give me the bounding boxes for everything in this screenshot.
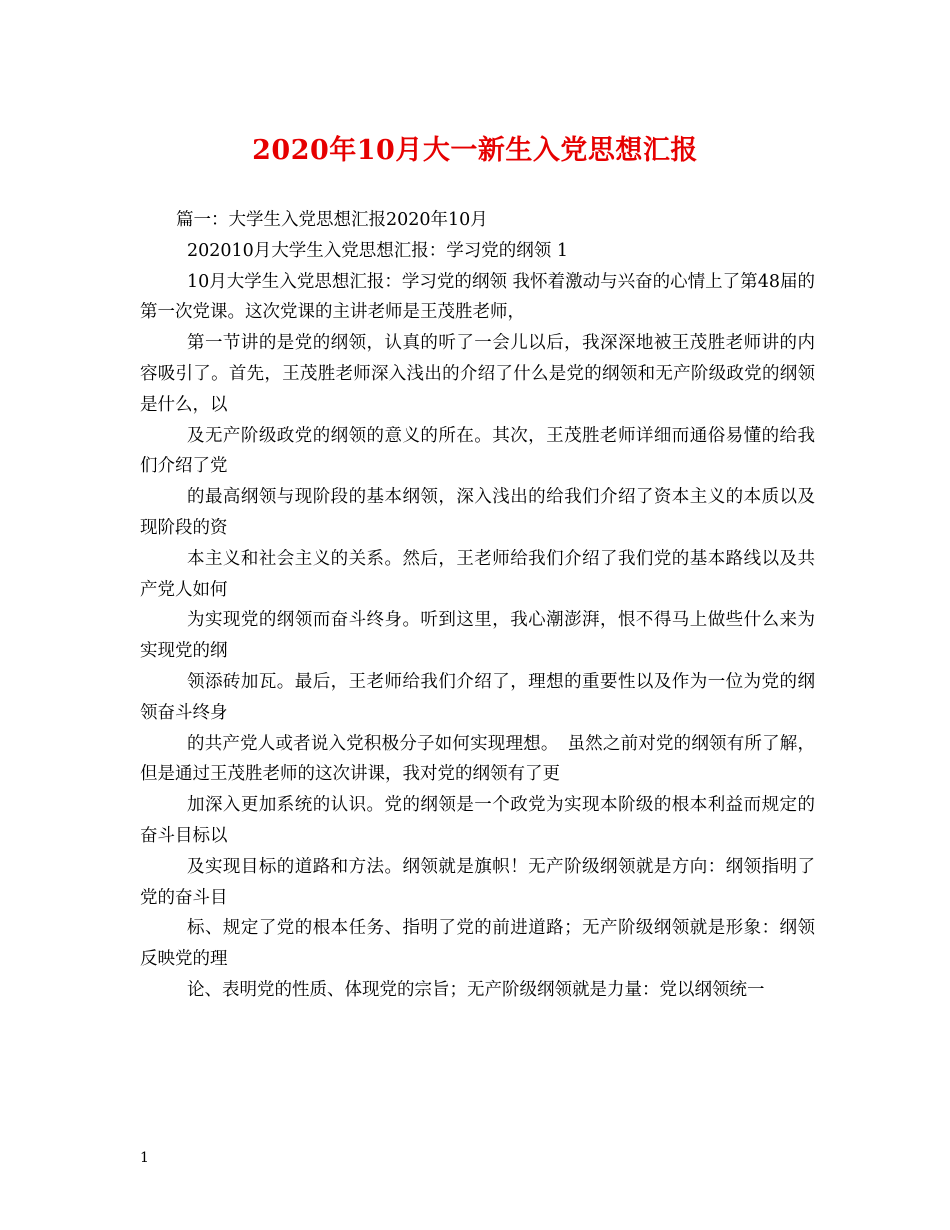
paragraph: 标、规定了党的根本任务、指明了党的前进道路；无产阶级纲领就是形象：纲领反映党的理 [140,918,815,970]
paragraph: 202010月大学生入党思想汇报：学习党的纲领 1 [187,240,568,261]
paragraph: 10月大学生入党思想汇报：学习党的纲领 我怀着激动与兴奋的心情上了第48届的第一次党课。这次党课的主讲老师是王茂胜老师， [140,271,815,323]
paragraph: 为实现党的纲领而奋斗终身。听到这里，我心潮澎湃，恨不得马上做些什么来为实现党的纲 [140,610,815,662]
paragraph: 第一节讲的是党的纲领，认真的听了一会儿以后，我深深地被王茂胜老师讲的内容吸引了。首先，王茂胜老师深入浅出的介绍了什么是党的纲领和无产阶级政党的纲领是什么，以 [140,333,815,415]
document-body [140,205,815,1006]
paragraph: 论、表明党的性质、体现党的宗旨；无产阶级纲领就是力量：党以纲领统一 [187,979,765,1000]
document-title: 2020年10月大一新生入党思想汇报 [252,135,698,166]
paragraph: 加深入更加系统的认识。党的纲领是一个政党为实现本阶级的根本利益而规定的奋斗目标以 [140,795,815,846]
paragraph: 本主义和社会主义的关系。然后，王老师给我们介绍了我们党的基本路线以及共产党人如何 [140,548,815,600]
paragraph: 及无产阶级政党的纲领的意义的所在。其次，王茂胜老师详细而通俗易懂的给我们介绍了党 [140,425,815,477]
page-number: 1 [140,1150,149,1166]
paragraph: 及实现目标的道路和方法。纲领就是旗帜！无产阶级纲领就是方向：纲领指明了党的奋斗目 [140,856,815,908]
paragraph: 领添砖加瓦。最后，王老师给我们介绍了，理想的重要性以及作为一位为党的纲领奋斗终身 [140,671,815,723]
paragraph: 的最高纲领与现阶段的基本纲领，深入浅出的给我们介绍了资本主义的本质以及现阶段的资 [140,487,815,538]
paragraph: 的共产党人或者说入党积极分子如何实现理想。 虽然之前对党的纲领有所了解，但是通过王茂胜老师的这次讲课，我对党的纲领有了更 [140,733,815,785]
paragraph: 篇一：大学生入党思想汇报2020年10月 [176,210,488,230]
